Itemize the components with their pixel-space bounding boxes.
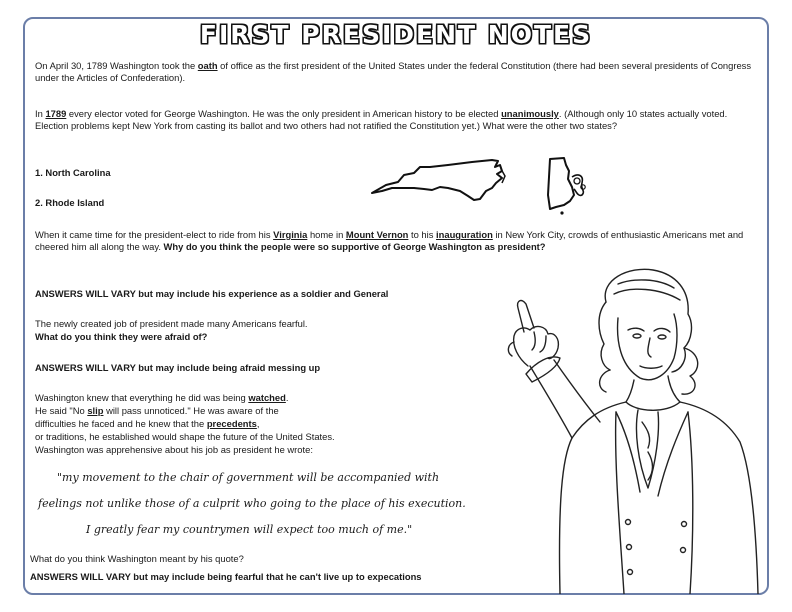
term-watched: watched (248, 392, 286, 403)
paragraph-watched-line5: Washington was apprehensive about his job as president he wrote: (35, 444, 313, 455)
rhode-island-map-icon (544, 155, 592, 217)
north-carolina-map-icon (368, 155, 518, 205)
paragraph-election: In 1789 every elector voted for George Washington. He was the only president in American history to be elected unanimously. (Although only 10 states actually voted. Election problems kept New York from casting its ballot and two others had not ratified the Constitution yet.) What were the other two states? (35, 108, 728, 132)
question-support: Why do you think the people were so supportive of George Washington as president? (163, 241, 546, 253)
george-washington-illustration (488, 262, 768, 594)
washington-quote-line3: I greatly fear my countrymen will expect too much of me." (86, 523, 413, 536)
washington-quote-line2: feelings not unlike those of a culprit who going to the place of his execution. (38, 497, 466, 510)
state-rhode-island: 2. Rhode Island (35, 197, 105, 208)
state-north-carolina: 1. North Carolina (35, 167, 111, 178)
term-1789: 1789 (45, 108, 67, 119)
question-quote-meaning: What do you think Washington meant by his quote? (30, 553, 244, 564)
question-afraid: What do you think they were afraid of? (35, 331, 208, 342)
term-inauguration: inauguration (436, 229, 493, 240)
term-mount-vernon: Mount Vernon (345, 229, 409, 240)
term-virginia: Virginia (273, 229, 308, 240)
term-slip: slip (87, 405, 104, 416)
answer-support: ANSWERS WILL VARY but may include his experience as a soldier and General (35, 288, 389, 299)
paragraph-oath: On April 30, 1789 Washington took the oath of office as the first president of the United States under the federal Constitution (there had been several presidents of Congress under the Articles of Confederation). (35, 60, 752, 84)
paragraph-watched-line1: Washington knew that everything he did was being watched. (35, 392, 289, 403)
paragraph-watched-line4: or traditions, he established would shape the future of the United States. (35, 431, 335, 442)
paragraph-inauguration: When it came time for the president-elect to ride from his Virginia home in Mount Vernon to his inauguration in New York City, crowds of enthusiastic Americans met and cheered him all along the way. Why do you think the people were so supportive of George Washington as president? (35, 229, 744, 253)
washington-quote-line1: "my movement to the chair of government will be accompanied with (57, 471, 440, 484)
page-title: FIRST PRESIDENT NOTES (199, 20, 593, 49)
term-unanimously: unanimously (501, 108, 559, 119)
paragraph-watched-line2: He said "No slip will pass unnoticed." He was aware of the (35, 405, 279, 416)
paragraph-fearful: The newly created job of president made many Americans fearful. (35, 318, 308, 329)
answer-quote-meaning: ANSWERS WILL VARY but may include being fearful that he can't live up to expecations (30, 571, 422, 582)
term-precedents: precedents (206, 418, 257, 429)
answer-afraid: ANSWERS WILL VARY but may include being afraid messing up (35, 362, 321, 373)
term-oath: oath (197, 60, 218, 71)
paragraph-watched-line3: difficulties he faced and he knew that the precedents, (35, 418, 260, 429)
